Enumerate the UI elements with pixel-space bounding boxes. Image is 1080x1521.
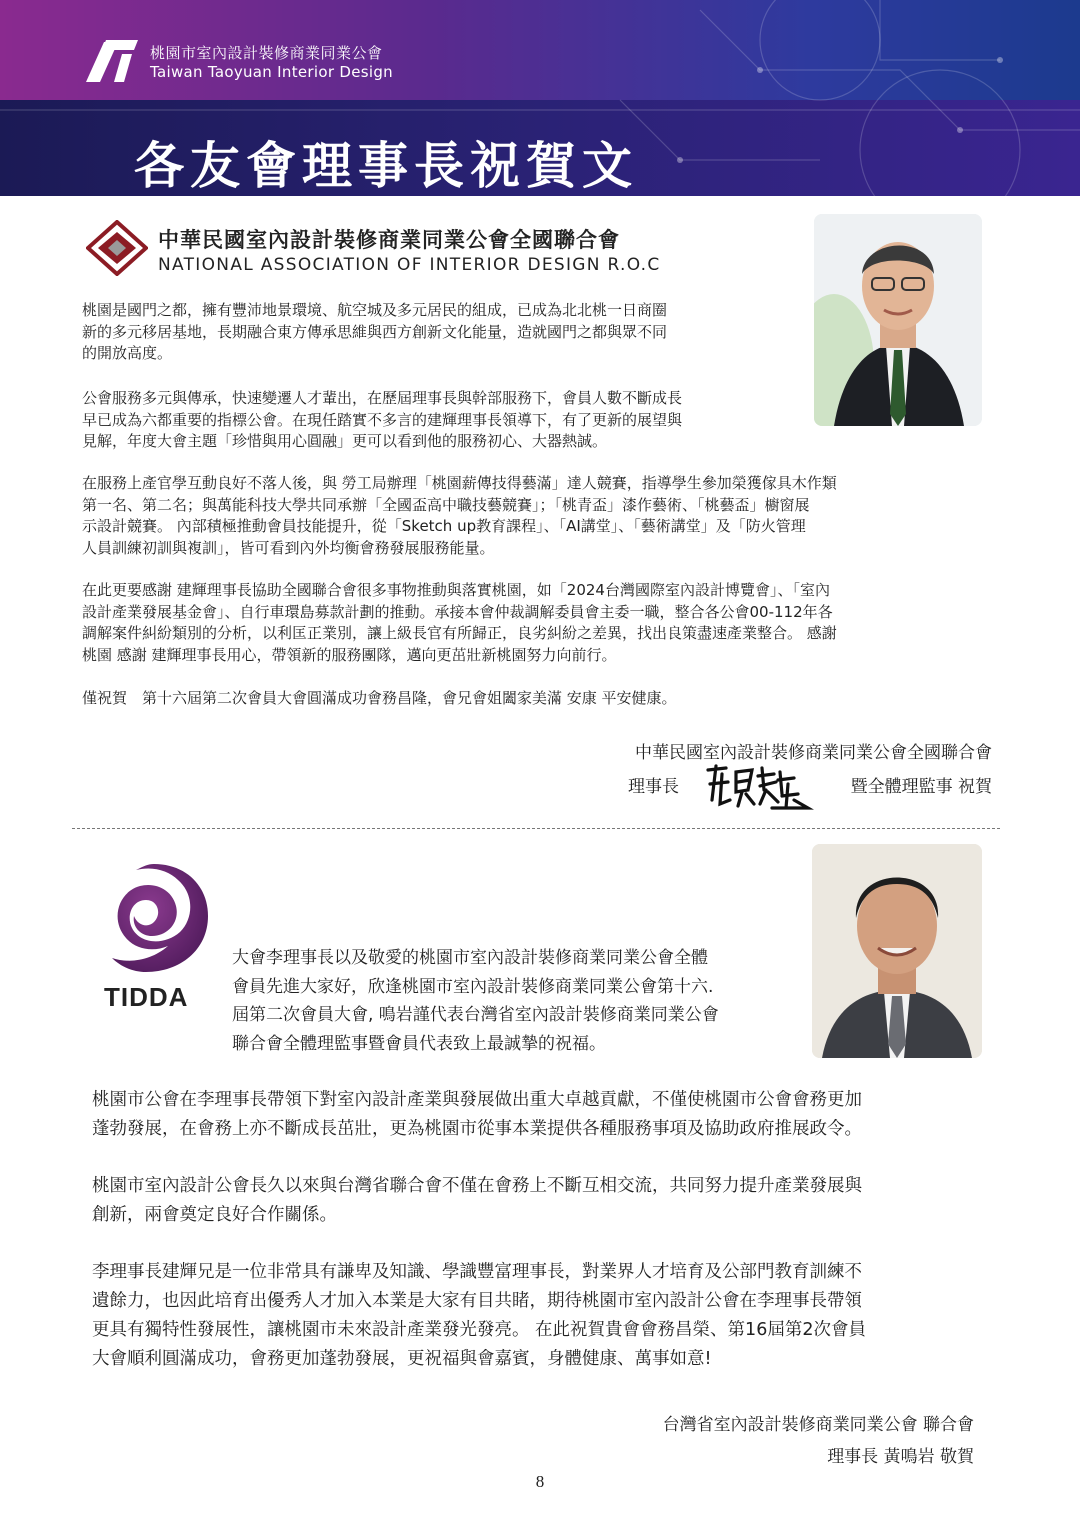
section2-intro: 大會李理事長以及敬愛的桃園市室內設計裝修商業同業公會全體 會員先進大家好，欣逢桃園市室內設計裝修商業同業公會第十六. 屆第二次會員大會, 鳴岩謹代表台灣省室內設計裝修商業同業公會 聯合會全體理監事暨會員代表致上最誠摯的祝福。 [232, 948, 719, 1054]
association-logo [84, 38, 140, 84]
association-name-en: Taiwan Taoyuan Interior Design [150, 63, 393, 81]
section1-paragraph-3: 在服務上產官學互動良好不落人後，與 勞工局辦理「桃園薪傳技得藝滿」達人競賽，指導學生參加榮獲傢具木作類 第一名、第二名；與萬能科技大學共同承辦「全國盃高中職技藝競賽」；「桃青盃」漆作藝術、「桃藝盃」櫥窗展 示設計競賽。 內部積極推動會員技能提升，從「Sketch up教育課程」、「AI講堂」、「藝術講堂」及「防火管理 人員訓練初訓與複訓」，皆可看到內外均衡會務發展服務能量。 [82, 474, 837, 557]
page-title: 各友會理事長祝賀文 [134, 137, 638, 195]
national-association-name-cn: 中華民國室內設計裝修商業同業公會全國聯合會 [158, 228, 620, 252]
chairman-portrait-photo [814, 214, 982, 426]
section1-paragraph-1: 桃園是國門之都，擁有豐沛地景環境、航空城及多元居民的組成，已成為北北桃一日商圈 新的多元移居基地，長期融合東方傳承思維與西方創新文化能量，造就國門之都與眾不同 的開放高度。 [82, 301, 668, 362]
page-header [0, 0, 1080, 196]
section2-paragraph-3: 李理事長建輝兄是一位非常具有謙卑及知識、學識豐富理事長，對業界人才培育及公部門教育訓練不 遺餘力，也因此培育出優秀人才加入本業是大家有目共睹，期待桃園市室內設計公會在李理事長帶領 更具有獨特性發展性，讓桃園市未來設計產業發光發亮。 在此祝賀貴會會務昌榮、第16屆第2次會員 大會順利圓滿成功，會務更加蓬勃發展，更祝福與會嘉賓，身體健康、萬事如意! [92, 1262, 866, 1369]
page-number: 8 [535, 1472, 545, 1491]
section1-paragraph-2: 公會服務多元與傳承，快速變遷人才輩出，在歷屆理事長與幹部服務下，會員人數不斷成長 早已成為六都重要的指標公會。在現任踏實不多言的建輝理事長領導下，有了更新的展望與 見解，年度大會主題「珍惜與用心圓融」更可以看到他的服務初心、大器熱誠。 [82, 389, 683, 450]
national-association-logo [86, 220, 148, 276]
tidda-logo [96, 860, 212, 976]
association-name-cn: 桃園市室內設計裝修商業同業公會 [150, 44, 383, 62]
section1-paragraph-4: 在此更要感謝 建輝理事長協助全國聯合會很多事物推動與落實桃園，如「2024台灣國際室內設計博覽會」、「室內 設計產業發展基金會」、自行車環島募款計劃的推動。承接本會仲裁調解委員會主委一職，整合各公會00-112年各 調解案件糾紛類別的分析，以利匡正業別，讓上級長官有所歸正，良劣糾紛之差異，找出良策盡速產業整合。 感謝 桃園 感謝 建輝理事長用心，帶領新的服務團隊，邁向更茁壯新桃園努力向前行。 [82, 581, 837, 664]
section2-signoff-name: 理事長 黃鳴岩 敬賀 [827, 1447, 974, 1467]
tidda-logo-text: TIDDA [104, 982, 189, 1012]
section2-paragraph-1: 桃園市公會在李理事長帶領下對室內設計產業與發展做出重大卓越貢獻，不僅使桃園市公會會務更加 蓬勃發展，在會務上亦不斷成長茁壯，更為桃園市從事本業提供各種服務事項及協助政府推展政令。 [92, 1090, 862, 1139]
section1-paragraph-5: 僅祝賀 第十六屆第二次會員大會圓滿成功會務昌隆，會兄會姐闔家美滿 安康 平安健康。 [82, 689, 677, 707]
section1-signoff-title: 理事長 [628, 777, 679, 797]
section2-signoff-org: 台灣省室內設計裝修商業同業公會 聯合會 [662, 1415, 974, 1435]
section1-signoff-suffix: 暨全體理監事 祝賀 [850, 777, 992, 797]
handwritten-signature [702, 760, 814, 812]
section2-paragraph-2: 桃園市室內設計公會長久以來與台灣省聯合會不僅在會務上不斷互相交流，共同努力提升產業發展與 創新，兩會奠定良好合作關係。 [92, 1176, 862, 1225]
section-divider [72, 828, 1000, 829]
tidda-chairman-portrait-photo [812, 844, 982, 1058]
national-association-name-en: NATIONAL ASSOCIATION OF INTERIOR DESIGN R.O.C [158, 255, 661, 275]
section1-signoff-org: 中華民國室內設計裝修商業同業公會全國聯合會 [635, 743, 992, 763]
